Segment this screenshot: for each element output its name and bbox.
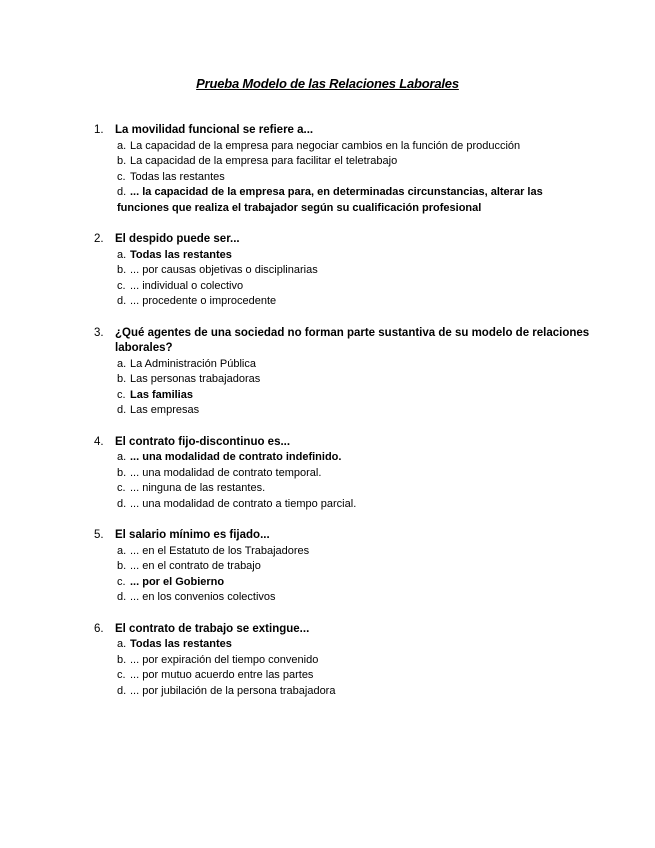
option-text: La Administración Pública bbox=[130, 357, 256, 370]
option-letter: d. bbox=[117, 684, 127, 697]
question-list bbox=[94, 123, 594, 715]
option-c bbox=[117, 481, 594, 497]
option-text: ... individual o colectivo bbox=[130, 279, 244, 292]
option-list bbox=[94, 637, 594, 699]
option-text: ... en el contrato de trabajo bbox=[130, 560, 261, 572]
option-letter: c. bbox=[117, 279, 126, 292]
option-b bbox=[117, 154, 594, 170]
option-a bbox=[117, 357, 594, 373]
question-stem bbox=[94, 622, 594, 638]
question-number: 6. bbox=[94, 622, 104, 635]
question-stem bbox=[94, 435, 594, 451]
question-number: 3. bbox=[94, 326, 104, 339]
question-stem bbox=[94, 232, 594, 248]
option-text: ... la capacidad de la empresa para, en determinadas circunstancias, alterar las funciones que realiza el trabajador según su cualificación profesional bbox=[117, 186, 543, 214]
option-letter: d. bbox=[117, 295, 127, 307]
question-number: 2. bbox=[94, 233, 104, 245]
option-letter: b. bbox=[117, 466, 127, 479]
question-number: 4. bbox=[94, 435, 104, 448]
option-b bbox=[117, 263, 594, 279]
option-d bbox=[117, 497, 594, 513]
option-text: Las empresas bbox=[130, 404, 200, 416]
option-d bbox=[117, 294, 594, 310]
option-text: ... por expiración del tiempo convenido bbox=[130, 653, 319, 666]
option-text: ... procedente o improcedente bbox=[130, 295, 277, 307]
option-c bbox=[117, 388, 594, 404]
option-letter: c. bbox=[117, 669, 126, 681]
option-d bbox=[117, 684, 594, 700]
option-text: ... una modalidad de contrato a tiempo parcial. bbox=[130, 497, 357, 510]
question-stem bbox=[94, 326, 594, 357]
option-b bbox=[117, 653, 594, 669]
question-3 bbox=[94, 326, 594, 419]
option-a bbox=[117, 637, 594, 653]
option-c bbox=[117, 575, 594, 591]
question-text: El despido puede ser... bbox=[115, 233, 240, 245]
option-text: Todas las restantes bbox=[130, 170, 225, 183]
option-list bbox=[94, 139, 594, 217]
option-letter: a. bbox=[117, 248, 127, 261]
option-a bbox=[117, 544, 594, 560]
option-text: La capacidad de la empresa para facilitar el teletrabajo bbox=[130, 155, 398, 167]
option-letter: b. bbox=[117, 373, 127, 385]
option-a bbox=[117, 248, 594, 264]
option-text: Las familias bbox=[130, 388, 193, 401]
question-number: 1. bbox=[94, 124, 104, 136]
option-text: Todas las restantes bbox=[130, 638, 232, 650]
option-text: ... ninguna de las restantes. bbox=[130, 482, 266, 494]
option-b bbox=[117, 372, 594, 388]
option-letter: c. bbox=[117, 170, 126, 183]
option-list bbox=[94, 544, 594, 606]
question-text: ¿Qué agentes de una sociedad no forman parte sustantiva de su modelo de relaciones laborales? bbox=[115, 326, 590, 354]
option-b bbox=[117, 466, 594, 482]
question-6 bbox=[94, 622, 594, 700]
question-2 bbox=[94, 232, 594, 310]
option-d bbox=[94, 185, 594, 216]
question-text: El contrato fijo-discontinuo es... bbox=[115, 435, 291, 448]
question-stem bbox=[94, 123, 594, 139]
option-b bbox=[117, 559, 594, 575]
page-title: Prueba Modelo de las Relaciones Laborales bbox=[196, 76, 459, 91]
option-a bbox=[117, 139, 594, 155]
option-letter: c. bbox=[117, 575, 126, 588]
option-text: ... por el Gobierno bbox=[130, 575, 225, 588]
question-text: El contrato de trabajo se extingue... bbox=[115, 622, 310, 635]
option-text: Las personas trabajadoras bbox=[130, 373, 261, 385]
option-letter: d. bbox=[117, 186, 127, 198]
question-5 bbox=[94, 528, 594, 606]
option-letter: d. bbox=[117, 404, 127, 416]
option-text: La capacidad de la empresa para negociar cambios en la función de producción bbox=[130, 139, 521, 152]
option-text: ... una modalidad de contrato temporal. bbox=[130, 466, 322, 479]
question-number: 5. bbox=[94, 529, 104, 541]
option-letter: b. bbox=[117, 560, 127, 572]
option-letter: c. bbox=[117, 388, 126, 401]
question-text: La movilidad funcional se refiere a... bbox=[115, 124, 314, 136]
option-letter: b. bbox=[117, 653, 127, 666]
option-text: ... en los convenios colectivos bbox=[130, 591, 276, 603]
option-text: ... una modalidad de contrato indefinido. bbox=[130, 451, 342, 463]
option-text: ... por causas objetivas o disciplinarias bbox=[130, 264, 318, 276]
option-c bbox=[117, 170, 594, 186]
option-letter: a. bbox=[117, 357, 127, 370]
option-c bbox=[117, 668, 594, 684]
option-letter: c. bbox=[117, 482, 126, 494]
option-letter: a. bbox=[117, 544, 127, 557]
option-letter: d. bbox=[117, 591, 127, 603]
option-list bbox=[94, 248, 594, 310]
option-text: ... por jubilación de la persona trabajadora bbox=[130, 684, 336, 697]
option-letter: a. bbox=[117, 139, 127, 152]
option-text: ... en el Estatuto de los Trabajadores bbox=[130, 544, 310, 557]
option-letter: b. bbox=[117, 264, 127, 276]
option-c bbox=[117, 279, 594, 295]
question-4 bbox=[94, 435, 594, 513]
option-d bbox=[117, 403, 594, 419]
option-text: Todas las restantes bbox=[130, 248, 232, 261]
option-letter: a. bbox=[117, 638, 127, 650]
option-d bbox=[117, 590, 594, 606]
option-letter: d. bbox=[117, 497, 127, 510]
option-text: ... por mutuo acuerdo entre las partes bbox=[130, 669, 314, 681]
option-list bbox=[94, 357, 594, 419]
option-letter: b. bbox=[117, 155, 127, 167]
question-stem bbox=[94, 528, 594, 544]
option-list bbox=[94, 450, 594, 512]
question-1 bbox=[94, 123, 594, 216]
question-text: El salario mínimo es fijado... bbox=[115, 529, 270, 541]
option-letter: a. bbox=[117, 451, 127, 463]
option-a bbox=[117, 450, 594, 466]
